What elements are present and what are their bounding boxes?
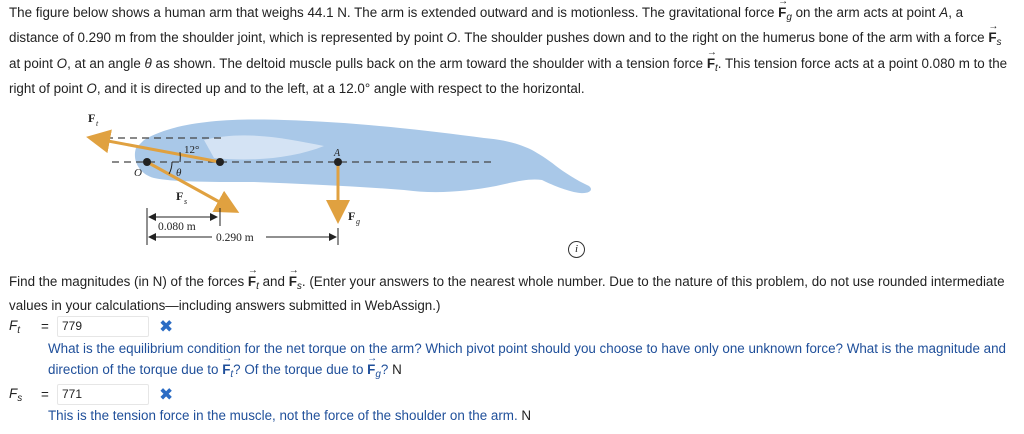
unit-label: N xyxy=(392,362,402,377)
hint-fg-vec: → F xyxy=(367,359,375,380)
incorrect-icon: ✖ xyxy=(159,384,174,404)
answer-row-fs xyxy=(9,384,173,405)
equals-sign: = xyxy=(41,387,49,402)
force-ft: → F xyxy=(707,54,715,74)
ft-answer-input[interactable]: 779 xyxy=(57,316,149,337)
incorrect-icon: ✖ xyxy=(159,316,174,336)
find-instructions: Find the magnitudes (in N) of the forces → $F_t$ and → $F_s$. (Enter your answers to the nearest whole number. Due to the nature of this problem, do not use rounded intermediate values in your calculations—including answers submitted in WebAssign.) xyxy=(9,272,1014,315)
point-a-dot xyxy=(334,158,342,166)
equals-sign: = xyxy=(41,319,49,334)
hint-ft: What is the equilibrium condition for the net torque on the arm? Which pivot point should you choose to have only one unknown force? What is the magnitude and direction of the torque due to → $F_t$? Of the torque due to → $F_g$? N xyxy=(48,338,1008,385)
fs-answer-input[interactable]: 771 xyxy=(57,384,149,405)
ft-point-dot xyxy=(216,158,224,166)
unit-label: N xyxy=(521,408,532,423)
answer-label-ft: $F_t$ xyxy=(9,317,20,336)
find-ft: → F xyxy=(248,272,256,291)
force-fg: → F xyxy=(778,3,786,23)
point-o-dot xyxy=(143,158,151,166)
label-ft-sub: t xyxy=(96,119,99,128)
arm-shape xyxy=(135,120,591,194)
label-fg-sub: g xyxy=(356,217,360,226)
hint-fs: This is the tension force in the muscle, not the force of the shoulder on the arm. N xyxy=(48,408,532,423)
arm-figure xyxy=(84,100,610,260)
label-a: A xyxy=(334,148,341,159)
label-fg: F xyxy=(348,209,356,223)
answer-label-fs: $F_s$ xyxy=(9,385,23,404)
answer-row-ft xyxy=(9,316,173,337)
label-theta: θ xyxy=(176,167,182,179)
label-ft: F xyxy=(88,111,96,125)
problem-text: The figure below shows a human arm that weighs 44.1 N. The arm is extended outward and is motionless. The gravitational force xyxy=(9,5,779,20)
find-fs: → F xyxy=(289,272,297,291)
hint-ft-vec: → F xyxy=(222,359,230,380)
label-o: O xyxy=(134,167,142,179)
label-fs-sub: s xyxy=(184,197,188,206)
dim-short-label: 0.080 m xyxy=(158,221,196,233)
force-fs: → F xyxy=(988,28,996,48)
problem-statement: The figure below shows a human arm that weighs 44.1 N. The arm is extended outward and is motionless. The gravitational force → $F_g$ on the arm acts at point A, a distance of 0.290 m from the shoulder joint, which is represented by point O. The shoulder pushes down and to the right on the humerus bone of the arm with a force → $F_s$ at point O, at an angle θ as shown. The deltoid muscle pulls back on the arm toward the shoulder with a tension force → $F_t$. This tension force acts at a point 0.080 m to the right of point O, and it is directed up and to the left, at a 12.0° angle with respect to the horizontal. xyxy=(9,3,1014,99)
arm-diagram xyxy=(84,100,610,260)
info-icon[interactable]: i xyxy=(568,241,585,258)
label-fs: F xyxy=(176,189,184,203)
label-angle: 12° xyxy=(184,144,200,156)
dim-long-label: 0.290 m xyxy=(216,232,254,244)
